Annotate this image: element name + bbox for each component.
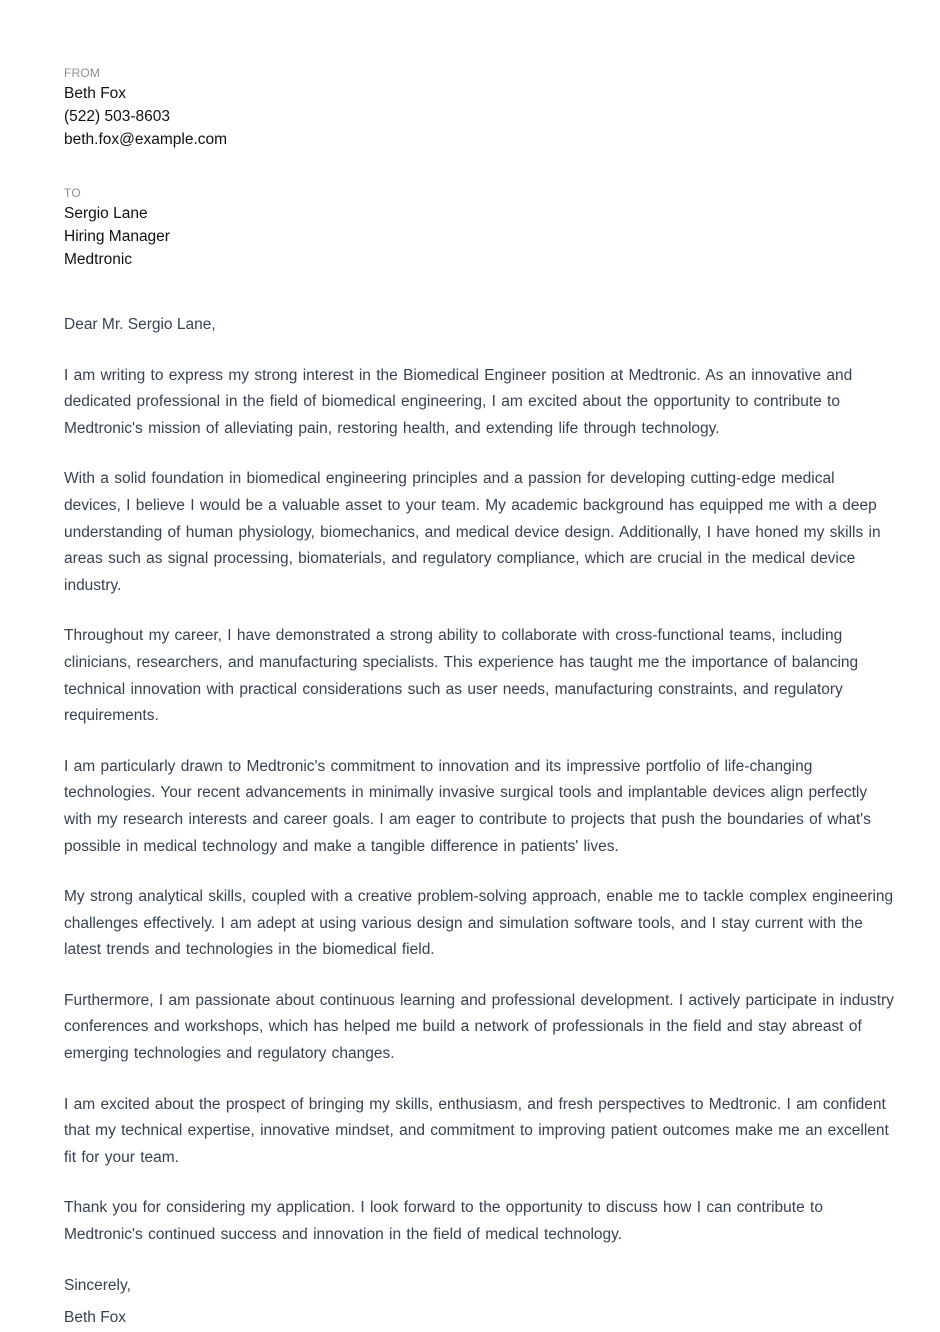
from-label: FROM — [64, 66, 101, 80]
sender-block — [64, 64, 896, 151]
sender-email: beth.fox@example.com — [64, 131, 228, 148]
recipient-title: Hiring Manager — [64, 228, 170, 245]
body-paragraph-1: I am writing to express my strong interest in the Biomedical Engineer position at Medtronic. As an innovative and dedicated professional in the field of biomedical engineering, I am excited about the opportunity to contribute to Medtronic's mission of alleviating pain, restoring health, and extending life through technology. — [64, 366, 853, 437]
sender-phone: (522) 503-8603 — [64, 108, 170, 125]
closing: Sincerely, — [64, 1276, 131, 1294]
body-paragraph-6: Furthermore, I am passionate about continuous learning and professional development. I actively participate in industry conferences and workshops, which has helped me build a network of professionals in the field and stay abreast of emerging technologies and regulatory changes. — [64, 991, 894, 1063]
cover-letter — [64, 64, 896, 1332]
body-paragraph-4: I am particularly drawn to Medtronic's commitment to innovation and its impressive portfolio of life-changing technologies. Your recent advancements in minimally invasive surgical tools and implantable devices align perfectly with my research interests and career goals. I am eager to contribute to projects that push the boundaries of what's possible in medical technology and make a tangible difference in patients' lives. — [64, 757, 871, 855]
to-label: TO — [64, 186, 81, 200]
sender-name: Beth Fox — [64, 85, 127, 102]
signature: Beth Fox — [64, 1309, 127, 1327]
body-paragraph-5: My strong analytical skills, coupled with a creative problem-solving approach, enable me to tackle complex engineering challenges effectively. I am adept at using various design and simulation software tools, and I stay current with the latest trends and technologies in the biomedical field. — [64, 888, 894, 959]
recipient-block — [64, 184, 896, 271]
body-paragraph-7: I am excited about the prospect of bringing my skills, enthusiasm, and fresh perspectives to Medtronic. I am confident that my technical expertise, innovative mindset, and commitment to improving patient outcomes make me an excellent fit for your team. — [64, 1095, 889, 1166]
body-paragraph-3: Throughout my career, I have demonstrated a strong ability to collaborate with cross-functional teams, including clinicians, researchers, and manufacturing specialists. This experience has taught me the importance of balancing technical innovation with practical considerations such as user needs, manufacturing constraints, and regulatory requirements. — [64, 627, 859, 725]
salutation: Dear Mr. Sergio Lane, — [64, 316, 216, 333]
body-paragraph-8: Thank you for considering my application. I look forward to the opportunity to discuss how I can contribute to Medtronic's continued success and innovation in the field of medical technology. — [64, 1199, 823, 1244]
recipient-company: Medtronic — [64, 251, 133, 268]
body-paragraph-2: With a solid foundation in biomedical engineering principles and a passion for developing cutting-edge medical devices, I believe I would be a valuable asset to your team. My academic background has equipped me with a deep understanding of human physiology, biomechanics, and medical device design. Additionally, I have honed my skills in areas such as signal processing, biomaterials, and regulatory compliance, which are crucial in the medical device industry. — [64, 470, 881, 594]
recipient-name: Sergio Lane — [64, 205, 148, 222]
